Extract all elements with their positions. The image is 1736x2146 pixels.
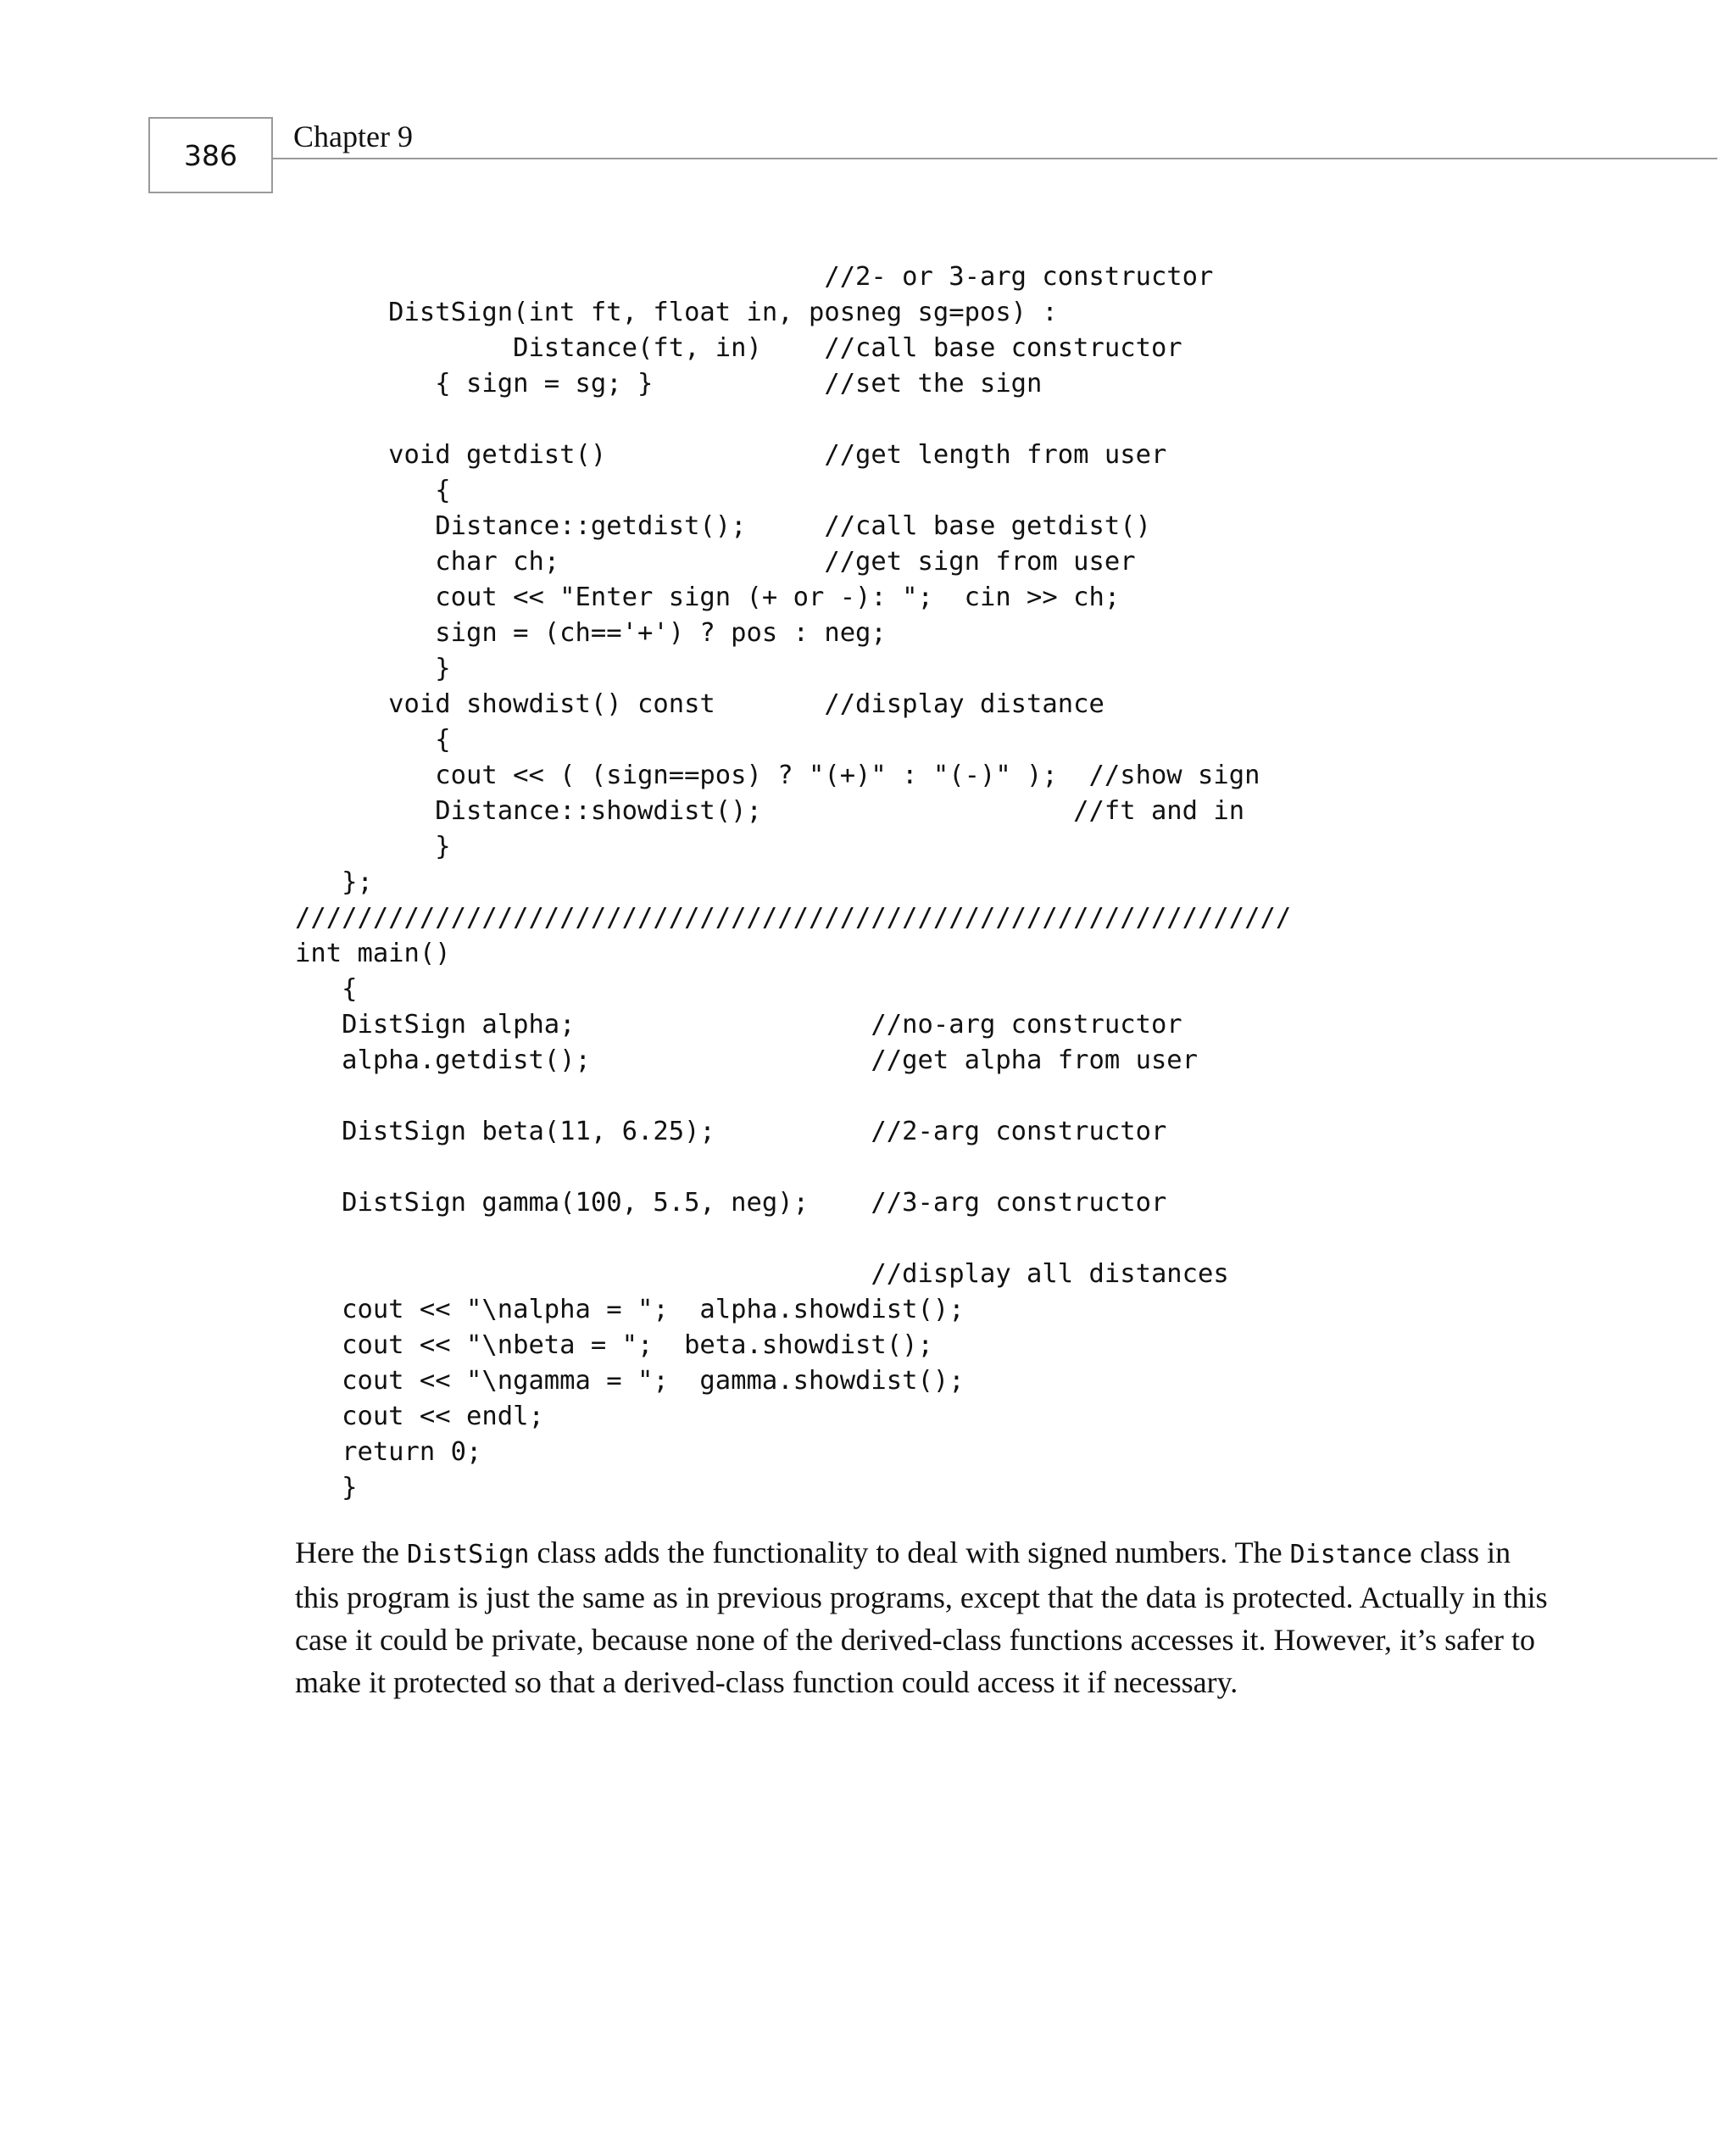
code-line: cout << "\ngamma = "; gamma.showdist(); bbox=[295, 1366, 965, 1396]
code-line: cout << "\nalpha = "; alpha.showdist(); bbox=[295, 1295, 965, 1324]
code-line: }; bbox=[295, 867, 373, 897]
code-line: //display all distances bbox=[295, 1259, 1229, 1289]
code-line: DistSign(int ft, float in, posneg sg=pos) : bbox=[295, 298, 1058, 327]
code-line: cout << "\nbeta = "; beta.showdist(); bbox=[295, 1330, 933, 1360]
inline-code-distance: Distance bbox=[1289, 1540, 1413, 1569]
page-number: 386 bbox=[148, 117, 273, 193]
code-line: int main() bbox=[295, 939, 451, 968]
code-line: cout << "Enter sign (+ or -): "; cin >> ch; bbox=[295, 582, 1121, 612]
code-line: DistSign gamma(100, 5.5, neg); //3-arg constructor bbox=[295, 1188, 1167, 1218]
code-line: //////////////////////////////////////////////////////////////// bbox=[295, 903, 1292, 933]
code-line: } bbox=[295, 832, 451, 861]
paragraph-text: class adds the functionality to deal with signed numbers. The bbox=[529, 1536, 1290, 1569]
code-line: char ch; //get sign from user bbox=[295, 547, 1136, 577]
code-line bbox=[295, 1221, 1291, 1257]
code-line: return 0; bbox=[295, 1437, 482, 1467]
code-line: Distance::showdist(); //ft and in bbox=[295, 796, 1245, 826]
code-line: { bbox=[295, 476, 451, 505]
inline-code-distsign: DistSign bbox=[406, 1540, 530, 1569]
code-line: } bbox=[295, 654, 451, 683]
paragraph-text: Here the bbox=[295, 1536, 407, 1569]
code-line: sign = (ch=='+') ? pos : neg; bbox=[295, 618, 887, 648]
code-line: void getdist() //get length from user bbox=[295, 440, 1167, 470]
code-line bbox=[295, 402, 1291, 438]
code-line: alpha.getdist(); //get alpha from user bbox=[295, 1045, 1199, 1075]
header-rule bbox=[273, 158, 1717, 159]
code-line: } bbox=[295, 1473, 358, 1502]
paragraph-text: class in this program is just the same as in previous programs, except that the data is protected. Actually in this case it could be private, because none of the derived-class functions accesses it. However, it’s safer to make it protected so that a derived-class function could access it if necessary. bbox=[295, 1536, 1548, 1699]
code-line: { bbox=[295, 725, 451, 755]
code-listing bbox=[295, 259, 1291, 1506]
code-line: { sign = sg; } //set the sign bbox=[295, 369, 1043, 399]
code-line: DistSign alpha; //no-arg constructor bbox=[295, 1010, 1182, 1040]
chapter-title: Chapter 9 bbox=[293, 120, 413, 153]
code-line: void showdist() const //display distance bbox=[295, 689, 1104, 719]
code-line: DistSign beta(11, 6.25); //2-arg constructor bbox=[295, 1117, 1167, 1146]
code-line: cout << ( (sign==pos) ? "(+)" : "(-)" ); //show sign bbox=[295, 761, 1260, 790]
code-line: //2- or 3-arg constructor bbox=[295, 262, 1214, 292]
code-line: Distance::getdist(); //call base getdist() bbox=[295, 511, 1151, 541]
code-line: { bbox=[295, 974, 358, 1004]
code-line bbox=[295, 1079, 1291, 1114]
body-paragraph bbox=[295, 1531, 1550, 1703]
code-line bbox=[295, 1150, 1291, 1185]
code-line: cout << endl; bbox=[295, 1402, 544, 1431]
code-line: Distance(ft, in) //call base constructor bbox=[295, 333, 1182, 363]
